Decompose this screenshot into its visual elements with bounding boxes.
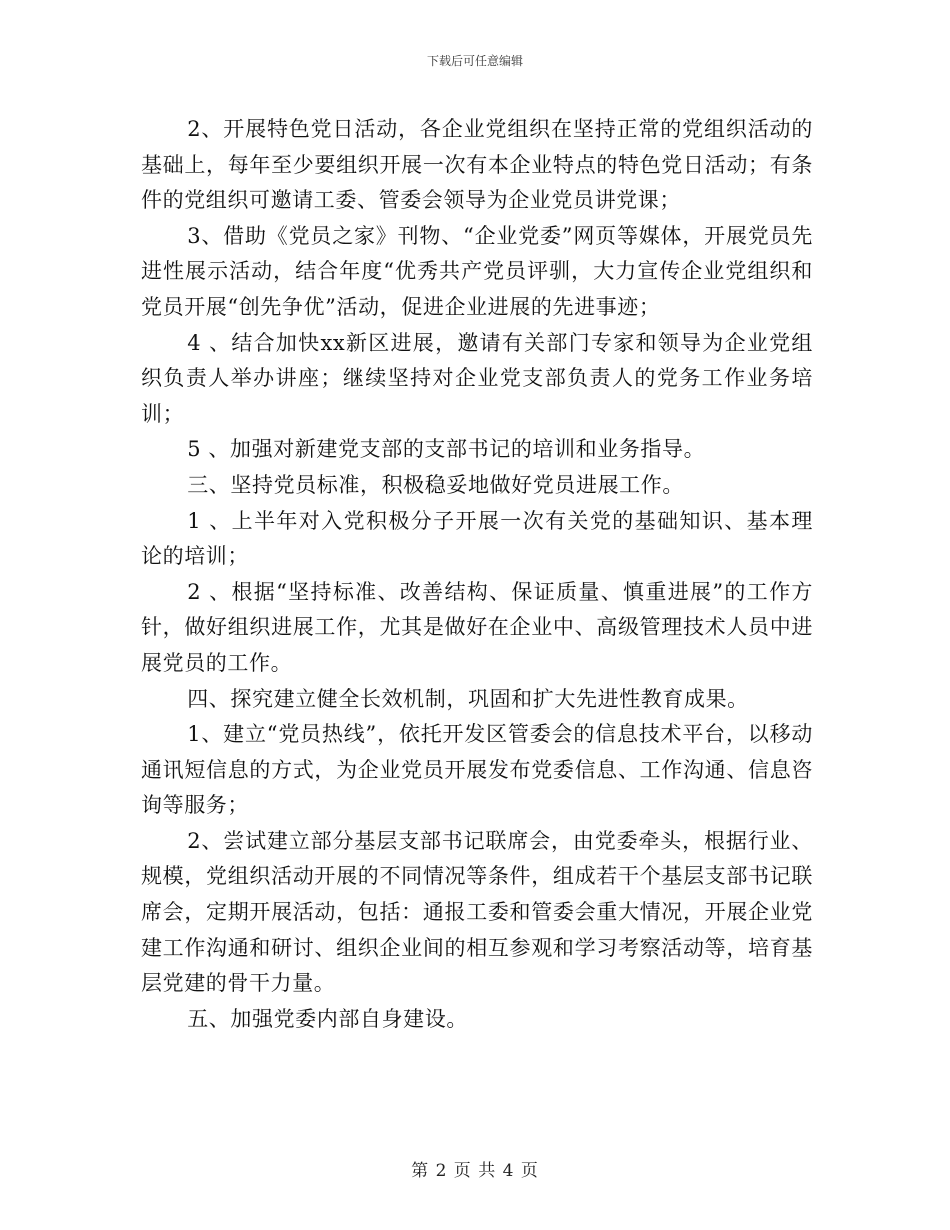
section-heading: 三、坚持党员标准，积极稳妥地做好党员进展工作。 xyxy=(187,472,684,497)
paragraph: 2、尝试建立部分基层支部书记联席会，由党委牵头，根据行业、规模，党组织活动开展的不同情况等条件，组成若干个基层支部书记联席会，定期开展活动，包括：通报工委和管委会重大情况，开展企业党建工作沟通和研讨、组织企业间的相互参观和学习考察活动等，培育基层党建的骨干力量。 xyxy=(141,828,813,996)
paragraph: 5 、加强对新建党支部的支部书记的培训和业务指导。 xyxy=(187,437,706,462)
paragraph: 1 、上半年对入党积极分子开展一次有关党的基础知识、基本理论的培训； xyxy=(141,508,813,569)
page-number-footer: 第 2 页 共 4 页 xyxy=(411,1161,539,1181)
section-heading: 五、加强党委内部自身建设。 xyxy=(187,1006,468,1031)
section-heading: 四、探究建立健全长效机制，巩固和扩大先进性教育成果。 xyxy=(187,686,749,711)
paragraph: 3、借助《党员之家》刊物、“企业党委”网页等媒体，开展党员先进性展示活动，结合年度“优秀共产党员评驯，大力宣传企业党组织和党员开展“创先争优”活动，促进企业进展的先进事迹； xyxy=(141,223,813,319)
paragraph: 1、建立“党员热线”，依托开发区管委会的信息技术平台，以移动通讯短信息的方式，为企业党员开展发布党委信息、工作沟通、信息咨询等服务； xyxy=(141,722,813,818)
document-body xyxy=(141,112,813,1037)
paragraph: 2 、根据“坚持标准、改善结构、保证质量、慎重进展”的工作方针，做好组织进展工作，尤其是做好在企业中、高级管理技术人员中进展党员的工作。 xyxy=(141,579,813,675)
paragraph: 2、开展特色党日活动，各企业党组织在坚持正常的党组织活动的基础上，每年至少要组织开展一次有本企业特点的特色党日活动；有条件的党组织可邀请工委、管委会领导为企业党员讲党课； xyxy=(141,117,813,213)
paragraph: 4 、结合加快xx新区进展，邀请有关部门专家和领导为企业党组织负责人举办讲座；继续坚持对企业党支部负责人的党务工作业务培训； xyxy=(141,330,813,426)
page-header: 下载后可任意编辑 xyxy=(426,54,523,68)
